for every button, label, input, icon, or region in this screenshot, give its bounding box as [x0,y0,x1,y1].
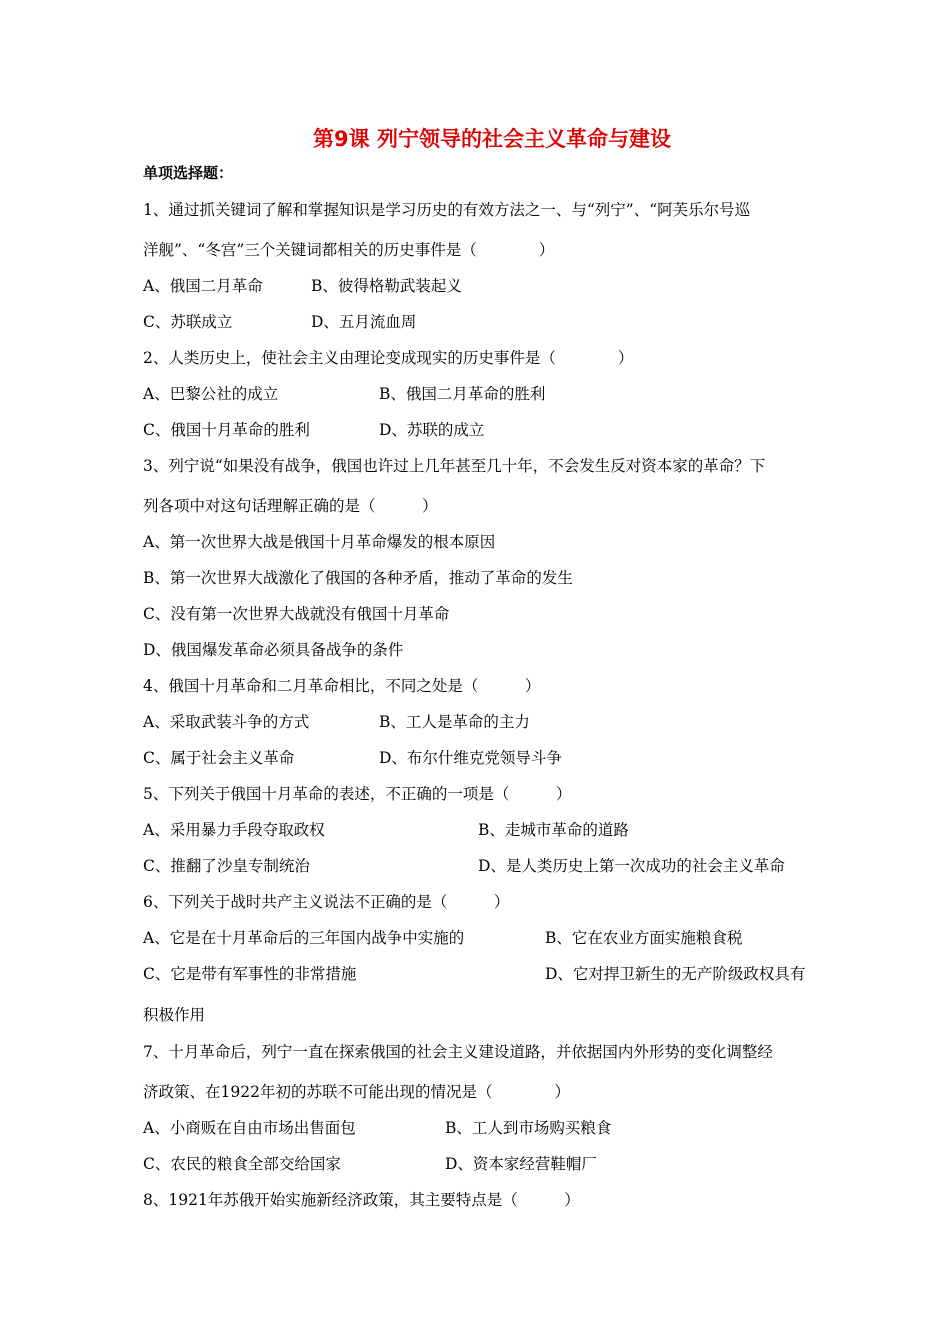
question-2-option-a: A、巴黎公社的成立 [143,385,279,403]
question-6-option-d: D、它对捍卫新生的无产阶级政权具有 [545,965,806,983]
question-5-option-d: D、是人类历史上第一次成功的社会主义革命 [478,857,785,875]
question-2-line-1: 2、人类历史上，使社会主义由理论变成现实的历史事件是（ ） [143,349,634,367]
question-3-option-b: B、第一次世界大战激化了俄国的各种矛盾，推动了革命的发生 [143,569,573,587]
question-6-option-d-continued: 积极作用 [143,1006,206,1024]
question-4-option-a: A、采取武装斗争的方式 [143,713,310,731]
question-6-option-c: C、它是带有军事性的非常措施 [143,965,357,983]
question-7-line-1: 7、十月革命后，列宁一直在探索俄国的社会主义建设道路，并依据国内外形势的变化调整经 [143,1043,773,1061]
question-4-option-c: C、属于社会主义革命 [143,749,295,767]
question-7-line-2: 济政策、在1922年初的苏联不可能出现的情况是（ ） [143,1083,570,1101]
question-1-option-d: D、五月流血周 [311,313,417,331]
question-2-option-d: D、苏联的成立 [379,421,485,439]
question-1-option-c: C、苏联成立 [143,313,233,331]
question-1-line-1: 1、通过抓关键词了解和掌握知识是学习历史的有效方法之一、与“列宁”、“阿芙乐尔号巡 [143,201,751,219]
question-3-option-c: C、没有第一次世界大战就没有俄国十月革命 [143,605,450,623]
question-6-option-a: A、它是在十月革命后的三年国内战争中实施的 [143,929,465,947]
page-title: 第9课 列宁领导的社会主义革命与建设 [313,127,671,151]
section-heading: 单项选择题： [143,164,234,182]
question-2-option-c: C、俄国十月革命的胜利 [143,421,310,439]
question-6-option-b: B、它在农业方面实施粮食税 [545,929,743,947]
question-1-option-b: B、彼得格勒武装起义 [311,277,462,295]
question-4-option-d: D、布尔什维克党领导斗争 [379,749,562,767]
question-1-line-2: 洋舰”、“冬宫”三个关键词都相关的历史事件是（ ） [143,241,555,259]
question-1-option-a: A、俄国二月革命 [143,277,263,295]
question-8-line-1: 8、1921年苏俄开始实施新经济政策，其主要特点是（ ） [143,1191,580,1209]
question-5-option-b: B、走城市革命的道路 [478,821,629,839]
question-3-line-2: 列各项中对这句话理解正确的是（ ） [143,497,438,515]
question-2-option-b: B、俄国二月革命的胜利 [379,385,546,403]
question-7-option-d: D、资本家经营鞋帽厂 [445,1155,597,1173]
question-5-option-c: C、推翻了沙皇专制统治 [143,857,310,875]
question-7-option-b: B、工人到市场购买粮食 [445,1119,612,1137]
question-7-option-a: A、小商贩在自由市场出售面包 [143,1119,356,1137]
question-5-option-a: A、采用暴力手段夺取政权 [143,821,325,839]
question-7-option-c: C、农民的粮食全部交给国家 [143,1155,341,1173]
question-4-option-b: B、工人是革命的主力 [379,713,530,731]
question-3-option-a: A、第一次世界大战是俄国十月革命爆发的根本原因 [143,533,496,551]
question-6-line-1: 6、下列关于战时共产主义说法不正确的是（ ） [143,893,510,911]
question-3-option-d: D、俄国爆发革命必须具备战争的条件 [143,641,404,659]
question-4-line-1: 4、俄国十月革命和二月革命相比，不同之处是（ ） [143,677,541,695]
question-5-line-1: 5、下列关于俄国十月革命的表述，不正确的一项是（ ） [143,785,572,803]
question-3-line-1: 3、列宁说“如果没有战争，俄国也许过上几年甚至几十年，不会发生反对资本家的革命？下 [143,457,766,475]
